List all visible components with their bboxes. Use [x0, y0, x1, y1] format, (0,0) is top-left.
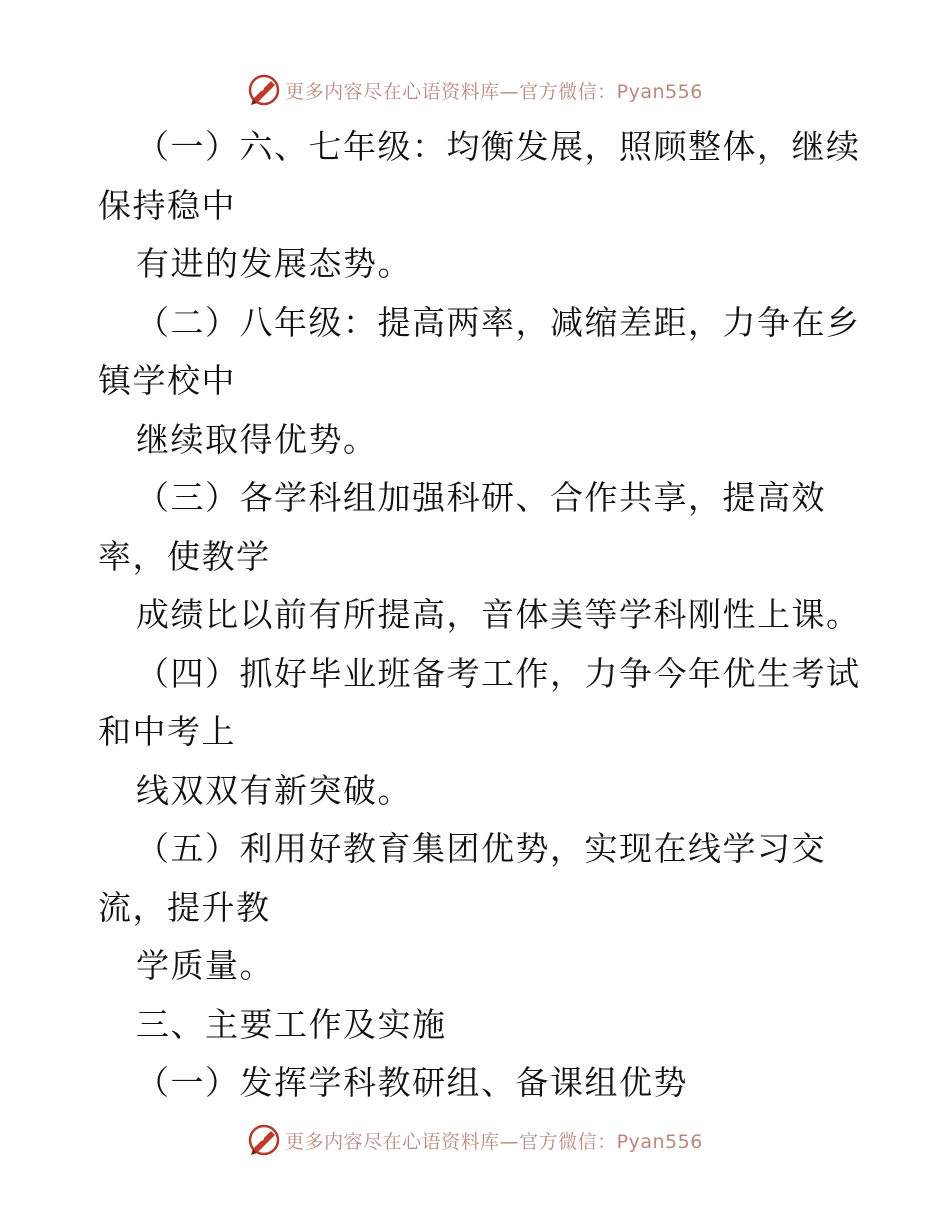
section-heading: 三、主要工作及实施	[136, 1004, 447, 1044]
paragraph-line: 镇学校中	[98, 361, 236, 400]
paragraph-line: （二）八年级：提高两率，减缩差距，力争在乡	[136, 302, 861, 342]
footer-watermark	[0, 1122, 950, 1158]
subsection-heading: （一）发挥学科教研组、备课组优势	[136, 1063, 688, 1102]
paragraph-line: （五）利用好教育集团优势，实现在线学习交	[136, 829, 826, 868]
paragraph-line: （三）各学科组加强科研、合作共享，提高效	[136, 478, 826, 517]
logo-pen-icon	[247, 1123, 281, 1157]
paragraph-line: 线双双有新突破。	[136, 770, 412, 810]
paragraph-line: （一）六、七年级：均衡发展，照顾整体，继续	[136, 127, 861, 166]
header-watermark	[0, 72, 950, 108]
logo-pen-icon	[247, 73, 281, 107]
paragraph-line: 流，提升教	[98, 887, 271, 927]
watermark-text: 更多内容尽在心语资料库—官方微信：Pyan556	[285, 1130, 703, 1153]
paragraph-line: 保持稳中	[98, 185, 236, 225]
paragraph-line: 学质量。	[136, 946, 274, 985]
paragraph-line: 有进的发展态势。	[136, 244, 412, 283]
paragraph-line: 继续取得优势。	[136, 419, 378, 459]
paragraph-line: （四）抓好毕业班备考工作，力争今年优生考试	[136, 653, 861, 693]
paragraph-line: 和中考上	[98, 712, 236, 751]
paragraph-line: 成绩比以前有所提高，音体美等学科刚性上课。	[136, 595, 861, 634]
document-body	[98, 118, 861, 1113]
watermark-text: 更多内容尽在心语资料库—官方微信：Pyan556	[285, 80, 703, 103]
paragraph-line: 率，使教学	[98, 536, 271, 576]
